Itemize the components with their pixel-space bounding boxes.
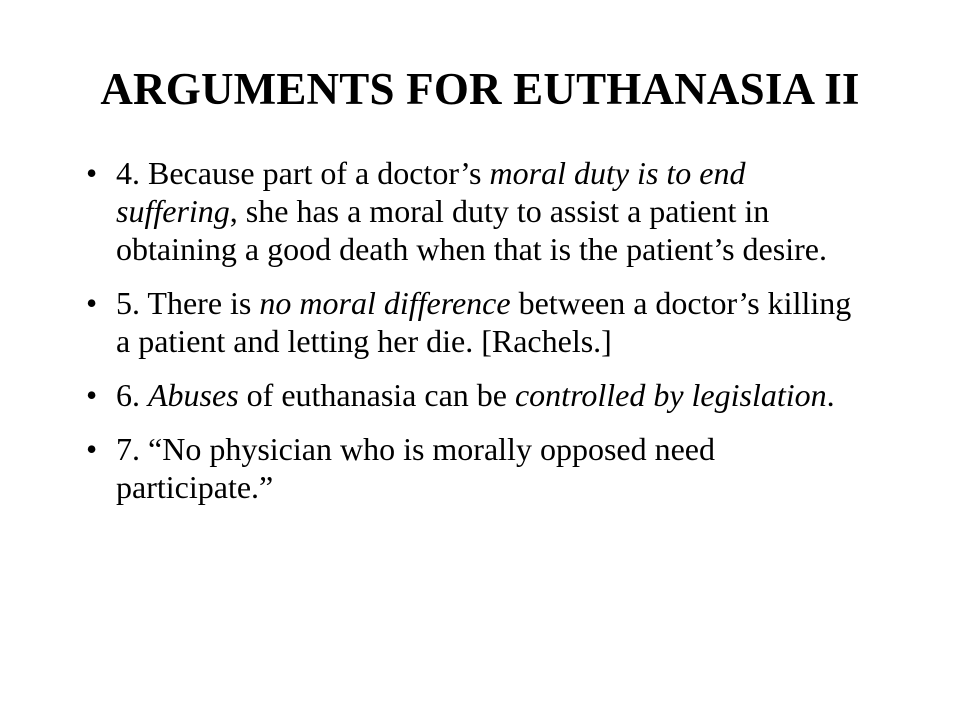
bullet-emphasis: controlled by legislation: [514, 377, 827, 413]
bullet-item: [86, 154, 866, 268]
bullet-text: 4. Because part of a doctor’s: [116, 155, 490, 191]
bullet-text: 5. There is: [116, 285, 260, 321]
bullet-emphasis: Abuses: [148, 377, 239, 413]
bullet-text: of euthanasia can be: [238, 377, 515, 413]
bullet-text: .: [826, 377, 835, 413]
bullet-dot-icon: •: [86, 431, 98, 467]
slide-title: ARGUMENTS FOR EUTHANASIA II: [100, 64, 860, 114]
bullet-item: [86, 284, 866, 360]
bullet-item: [86, 430, 866, 506]
bullet-text: between a doctor’s killing a patient and letting her die. [Rachels.]: [116, 285, 852, 359]
bullet-emphasis: moral duty is to end suffering: [116, 155, 746, 229]
bullet-dot-icon: •: [86, 377, 98, 413]
bullet-dot-icon: •: [86, 285, 98, 321]
bullet-text: 7. “No physician who is morally opposed need participate.”: [116, 431, 715, 505]
bullet-dot-icon: •: [86, 155, 98, 191]
bullet-emphasis: no moral difference: [259, 285, 511, 321]
bullet-text: 6.: [116, 377, 148, 413]
bullet-list: [86, 154, 866, 522]
bullet-item: [86, 376, 866, 414]
bullet-text: , she has a moral duty to assist a patient in obtaining a good death when that is the patient’s desire.: [116, 193, 827, 267]
